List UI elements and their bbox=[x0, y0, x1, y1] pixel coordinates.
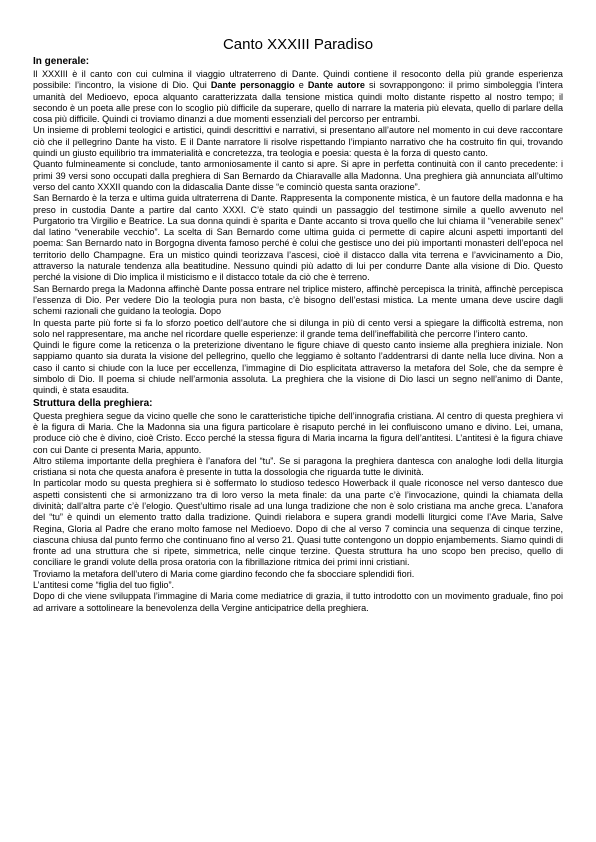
page-title: Canto XXXIII Paradiso bbox=[222, 36, 374, 53]
paragraph: Troviamo la metafora dell’utero di Maria come giardino fecondo che fa sbocciare splendidi fiori. bbox=[33, 568, 415, 579]
section-heading: Struttura della preghiera: bbox=[33, 397, 153, 409]
paragraph: Questa preghiera segue da vicino quelle che sono le caratteristiche tipiche dell’innografia cristiana. Al centro di questa preghiera vi è la figura di Maria. Che la Madonna sia una figura particolare è risaputo perché in lei confluiscono umano e divino. Lei, umana, produce ciò che è divino, cioè Cristo. Ecco perché la stessa figura di Maria incarna la figura dell’antitesi. L’antitesi è la figura chiave con cui Dante ci presenta Maria, appunto. bbox=[33, 410, 563, 455]
paragraph: Quanto fulmineamente si conclude, tanto armoniosamente il canto si apre. Si apre in perfetta continuità con il canto precedente: i primi 39 versi sono occupati dalla preghiera di San Bernardo da Chiaravalle alla Madonna. Una preghiera già annunciata all’ultimo verso del canto XXXII quando con la didascalia Dante disse “e cominciò questa santa orazione”. bbox=[33, 159, 563, 192]
paragraph: San Bernardo prega la Madonna affinchè Dante possa entrare nel triplice mistero, affinchè percepisca la trinità, affinchè percepisca l’essenza di Dio. Per vedere Dio la teologia pura non basta, c’è bisogno dell’estasi mistica. La mente umana deve uscire dagli schemi razionali che guidano la teologia. Dopo bbox=[33, 283, 563, 317]
document-page bbox=[33, 36, 563, 614]
paragraph: Altro stilema importante della preghiera è l’anafora del “tu”. Se si paragona la preghiera dantesca con analoghe lodi della liturgia cristiana si nota che questa anafora è presente in tutta la dossologia che riguarda tutte le divinità. bbox=[33, 455, 563, 478]
paragraph: In particolar modo su questa preghiera si è soffermato lo studioso tedesco Howerback il quale riconosce nel verso dantesco due aspetti consistenti che si armonizzano tra di loro verso la meta finale: da una parte c’è l’invocazione, quindi la chiamata della divinità; dall’altra parte c’è l’elogio. Quest’ultimo risale ad una lunga tradizione che non è solo cristiana ma anche greca. L’anafora del “tu” è quindi un elemento tratto dalla tradizione. Quindi rielabora e supera grandi modelli liturgici come l’Ave Maria, Salve Regina, Gloria al Padre che erano molto famose nel Medioevo. Dopo di che al verso 7 comincia una sequenza di cinque terzine, ciascuna chiusa dal punto fermo che continuano fino al verso 21. Quasi tutte contengono un doppio enjambements. Siamo quindi di fronte ad una struttura che si ripete, simmetrica, nelle cinque terzine. Questa struttura ha uno scopo ben preciso, quello di conciliare le grandi volute della prosa oratoria con la fibrillazione ritmica dei primi inni cristiani. bbox=[33, 478, 563, 568]
paragraph: Il XXXIII è il canto con cui culmina il viaggio ultraterreno di Dante. Quindi contiene il resoconto della più grande esperienza possibile: l’incontro, la visione di Dio. Qui Dante personaggio e Dante autore si sovrappongono: il primo simboleggia l’intera umanità del Medioevo, epoca alquanto caratterizzata dalla tensione mistica quindi molto distante rispetto al nostro tempo; il secondo è un poeta alle prese con lo scoglio più difficile da superare, quello di narrare la materia più elevata, quello di parlare della cosa più difficile. Quindi ci troviamo dinanzi a due momenti essenziali del percorso per entrambi. bbox=[33, 69, 563, 125]
paragraph: Un insieme di problemi teologici e artistici, quindi descrittivi e narrativi, si presentano all’autore nel momento in cui deve raccontare ciò che il pellegrino Dante ha visto. E il Dante narratore li risolve rispettando l’impianto narrativo che ha costruito fin qui, trovando quindi un giusto equilibrio tra immaterialità e concretezza, tra teologia e poesia: questa è la forza di questo canto. bbox=[33, 125, 563, 159]
paragraph: Quindi le figure come la reticenza o la preterizione diventano le figure chiave di questo canto insieme alla preghiera iniziale. Non sappiamo quanto sia durata la visione del pellegrino, quello che leggiamo è soltanto l’addentrarsi di dante nella luce divina. Non a caso il canto si chiude con la luce per eccellenza, l’immagine di Dio esplicitata attraverso la metafora del Sole, che da sempre è simbolo di Dio. Il poema si chiude nell’armonia assoluta. La preghiera che la visione di Dio lasci un segno nell’animo di Dante, quindi, è stata esaudita. bbox=[33, 340, 563, 396]
section-struttura-preghiera bbox=[33, 398, 563, 614]
paragraph: Dopo di che viene sviluppata l’immagine di Maria come mediatrice di grazia, il tutto introdotto con un movimento graduale, fino poi ad arrivare a sottolineare la benevolenza della Vergine anticipatrice della preghiera. bbox=[33, 591, 563, 613]
section-heading: In generale: bbox=[33, 56, 90, 67]
section-in-generale bbox=[33, 56, 563, 397]
paragraph: In questa parte più forte si fa lo sforzo poetico dell’autore che si dilunga in più di cento versi a spiegare la difficoltà estrema, non solo nel rappresentare, ma anche nel ricordare quelle esperienze: il grande tema dell’ineffabilità che percorre l’intero canto. bbox=[33, 317, 563, 339]
paragraph: L’antitesi come “figlia del tuo figlio”. bbox=[33, 580, 175, 591]
paragraph: San Bernardo è la terza e ultima guida ultraterrena di Dante. Rappresenta la componente mistica, è un fautore della madonna e ha preso in custodia Dante a partire dal canto XXXI. C’è stato quindi un passaggio del testimone simile a quello avvenuto nel Purgatorio tra Virgilio e Beatrice. La sua donna quindi è sparita e Dante accanto si trova quello che lui chiama il “venerabile senex” dal latino “venerabile vecchio”. La scelta di San Bernardo come ultima guida ci permette di capire alcuni aspetti importanti del poema: San Bernardo nato in Borgogna diventa famoso perché è colui che gestisce uno dei più importanti monasteri dell’epoca nel territorio dello Champagne. Era un mistico quindi teorizzava l’ascesi, cioè il distacco dalla vita terrena e l’avvicinamento a Dio, attraverso la naturale tendenza alla beatitudine. Nessuno quindi più adatto di lui per condurre Dante alla visione di Dio. Questo perché la visione di Dio implica il misticismo e il distacco totale da ciò che è terreno. bbox=[33, 193, 563, 283]
